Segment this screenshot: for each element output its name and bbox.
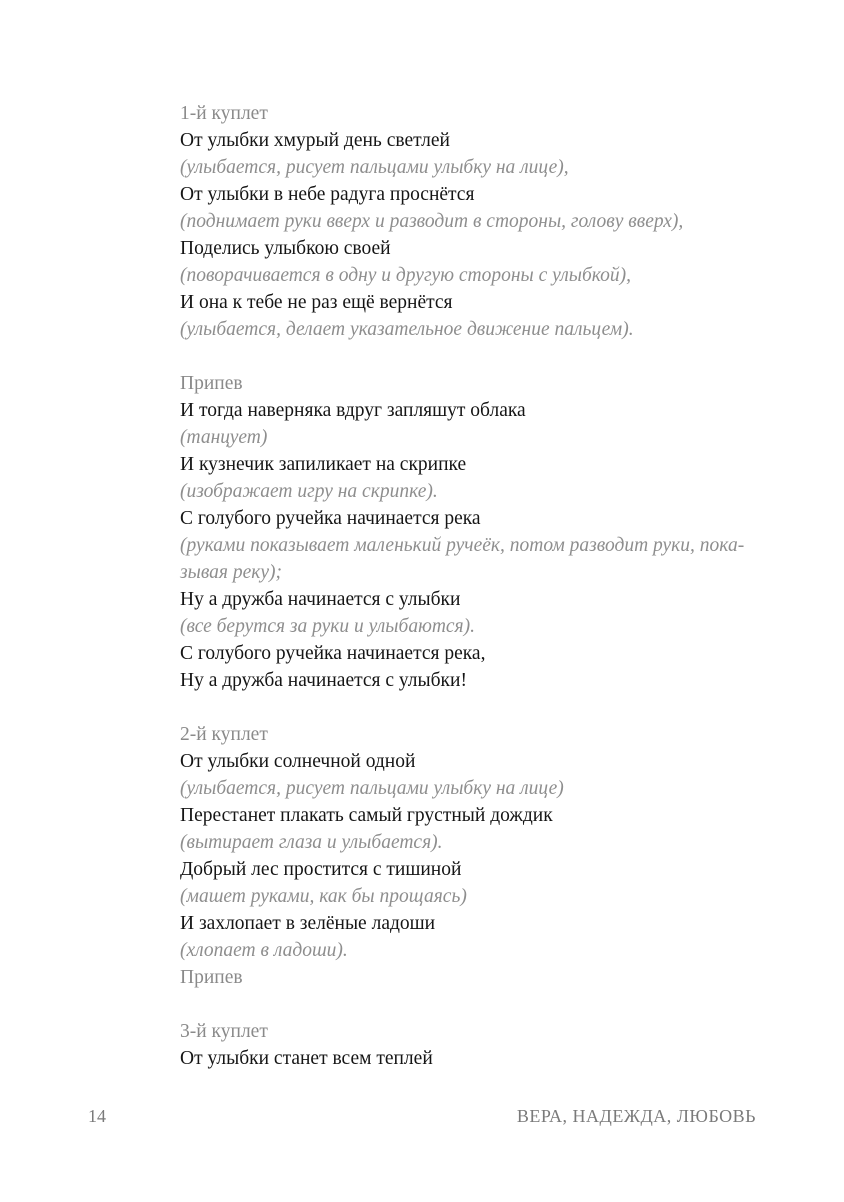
stage-direction: (улыбается, рисует пальцами улыбку на лице), — [180, 157, 569, 178]
lyric-line: Ну а дружба начинается с улыбки — [180, 589, 461, 610]
section-heading: 2-й куплет — [180, 724, 268, 745]
stage-direction: (поднимает руки вверх и разводит в стороны, голову вверх), — [180, 211, 684, 232]
lyric-line: С голубого ручейка начинается река, — [180, 643, 486, 664]
section-heading: Припев — [180, 373, 243, 394]
stage-direction: (изображает игру на скрипке). — [180, 481, 438, 502]
lyric-line: И захлопает в зелёные ладоши — [180, 913, 436, 934]
running-title: ВЕРА, НАДЕЖДА, ЛЮБОВЬ — [516, 1106, 756, 1126]
stage-direction: (улыбается, рисует пальцами улыбку на лице) — [180, 778, 564, 799]
page-number: 14 — [88, 1106, 106, 1126]
section-heading: 1-й куплет — [180, 103, 268, 124]
stage-direction: (вытирает глаза и улыбается). — [180, 832, 443, 853]
section-heading: 3-й куплет — [180, 1021, 268, 1042]
stage-direction: (поворачивается в одну и другую стороны с улыбкой), — [180, 265, 631, 286]
lyric-line: Ну а дружба начинается с улыбки! — [180, 670, 467, 691]
stage-direction: (машет руками, как бы прощаясь) — [180, 886, 467, 907]
lyric-line: От улыбки хмурый день светлей — [180, 130, 450, 151]
lyric-line: И она к тебе не раз ещё вернётся — [180, 292, 453, 313]
lyric-line: Перестанет плакать самый грустный дождик — [180, 805, 553, 826]
stage-direction: (хлопает в ладоши). — [180, 940, 348, 961]
stage-direction: зывая реку); — [180, 562, 283, 583]
stage-direction: (руками показывает маленький ручеёк, потом разводит руки, пока- — [180, 535, 745, 556]
page-body — [180, 100, 770, 1072]
verse-3 — [180, 1018, 770, 1072]
verse-1 — [180, 100, 770, 343]
lyric-line: Добрый лес простится с тишиной — [180, 859, 462, 880]
lyric-line: Поделись улыбкою своей — [180, 238, 391, 259]
lyric-line: От улыбки станет всем теплей — [180, 1048, 433, 1069]
lyric-line: От улыбки солнечной одной — [180, 751, 416, 772]
lyric-line: От улыбки в небе радуга проснётся — [180, 184, 475, 205]
lyric-line: И тогда наверняка вдруг запляшут облака — [180, 400, 526, 421]
stage-direction: (улыбается, делает указательное движение пальцем). — [180, 319, 634, 340]
lyric-line: И кузнечик запиликает на скрипке — [180, 454, 467, 475]
lyric-line: С голубого ручейка начинается река — [180, 508, 481, 529]
chorus — [180, 370, 770, 694]
stage-direction: (танцует) — [180, 427, 268, 448]
spacer — [180, 343, 770, 370]
spacer — [180, 991, 770, 1018]
chorus-reference: Припев — [180, 967, 243, 988]
verse-2 — [180, 721, 770, 991]
stage-direction: (все берутся за руки и улыбаются). — [180, 616, 475, 637]
spacer — [180, 694, 770, 721]
